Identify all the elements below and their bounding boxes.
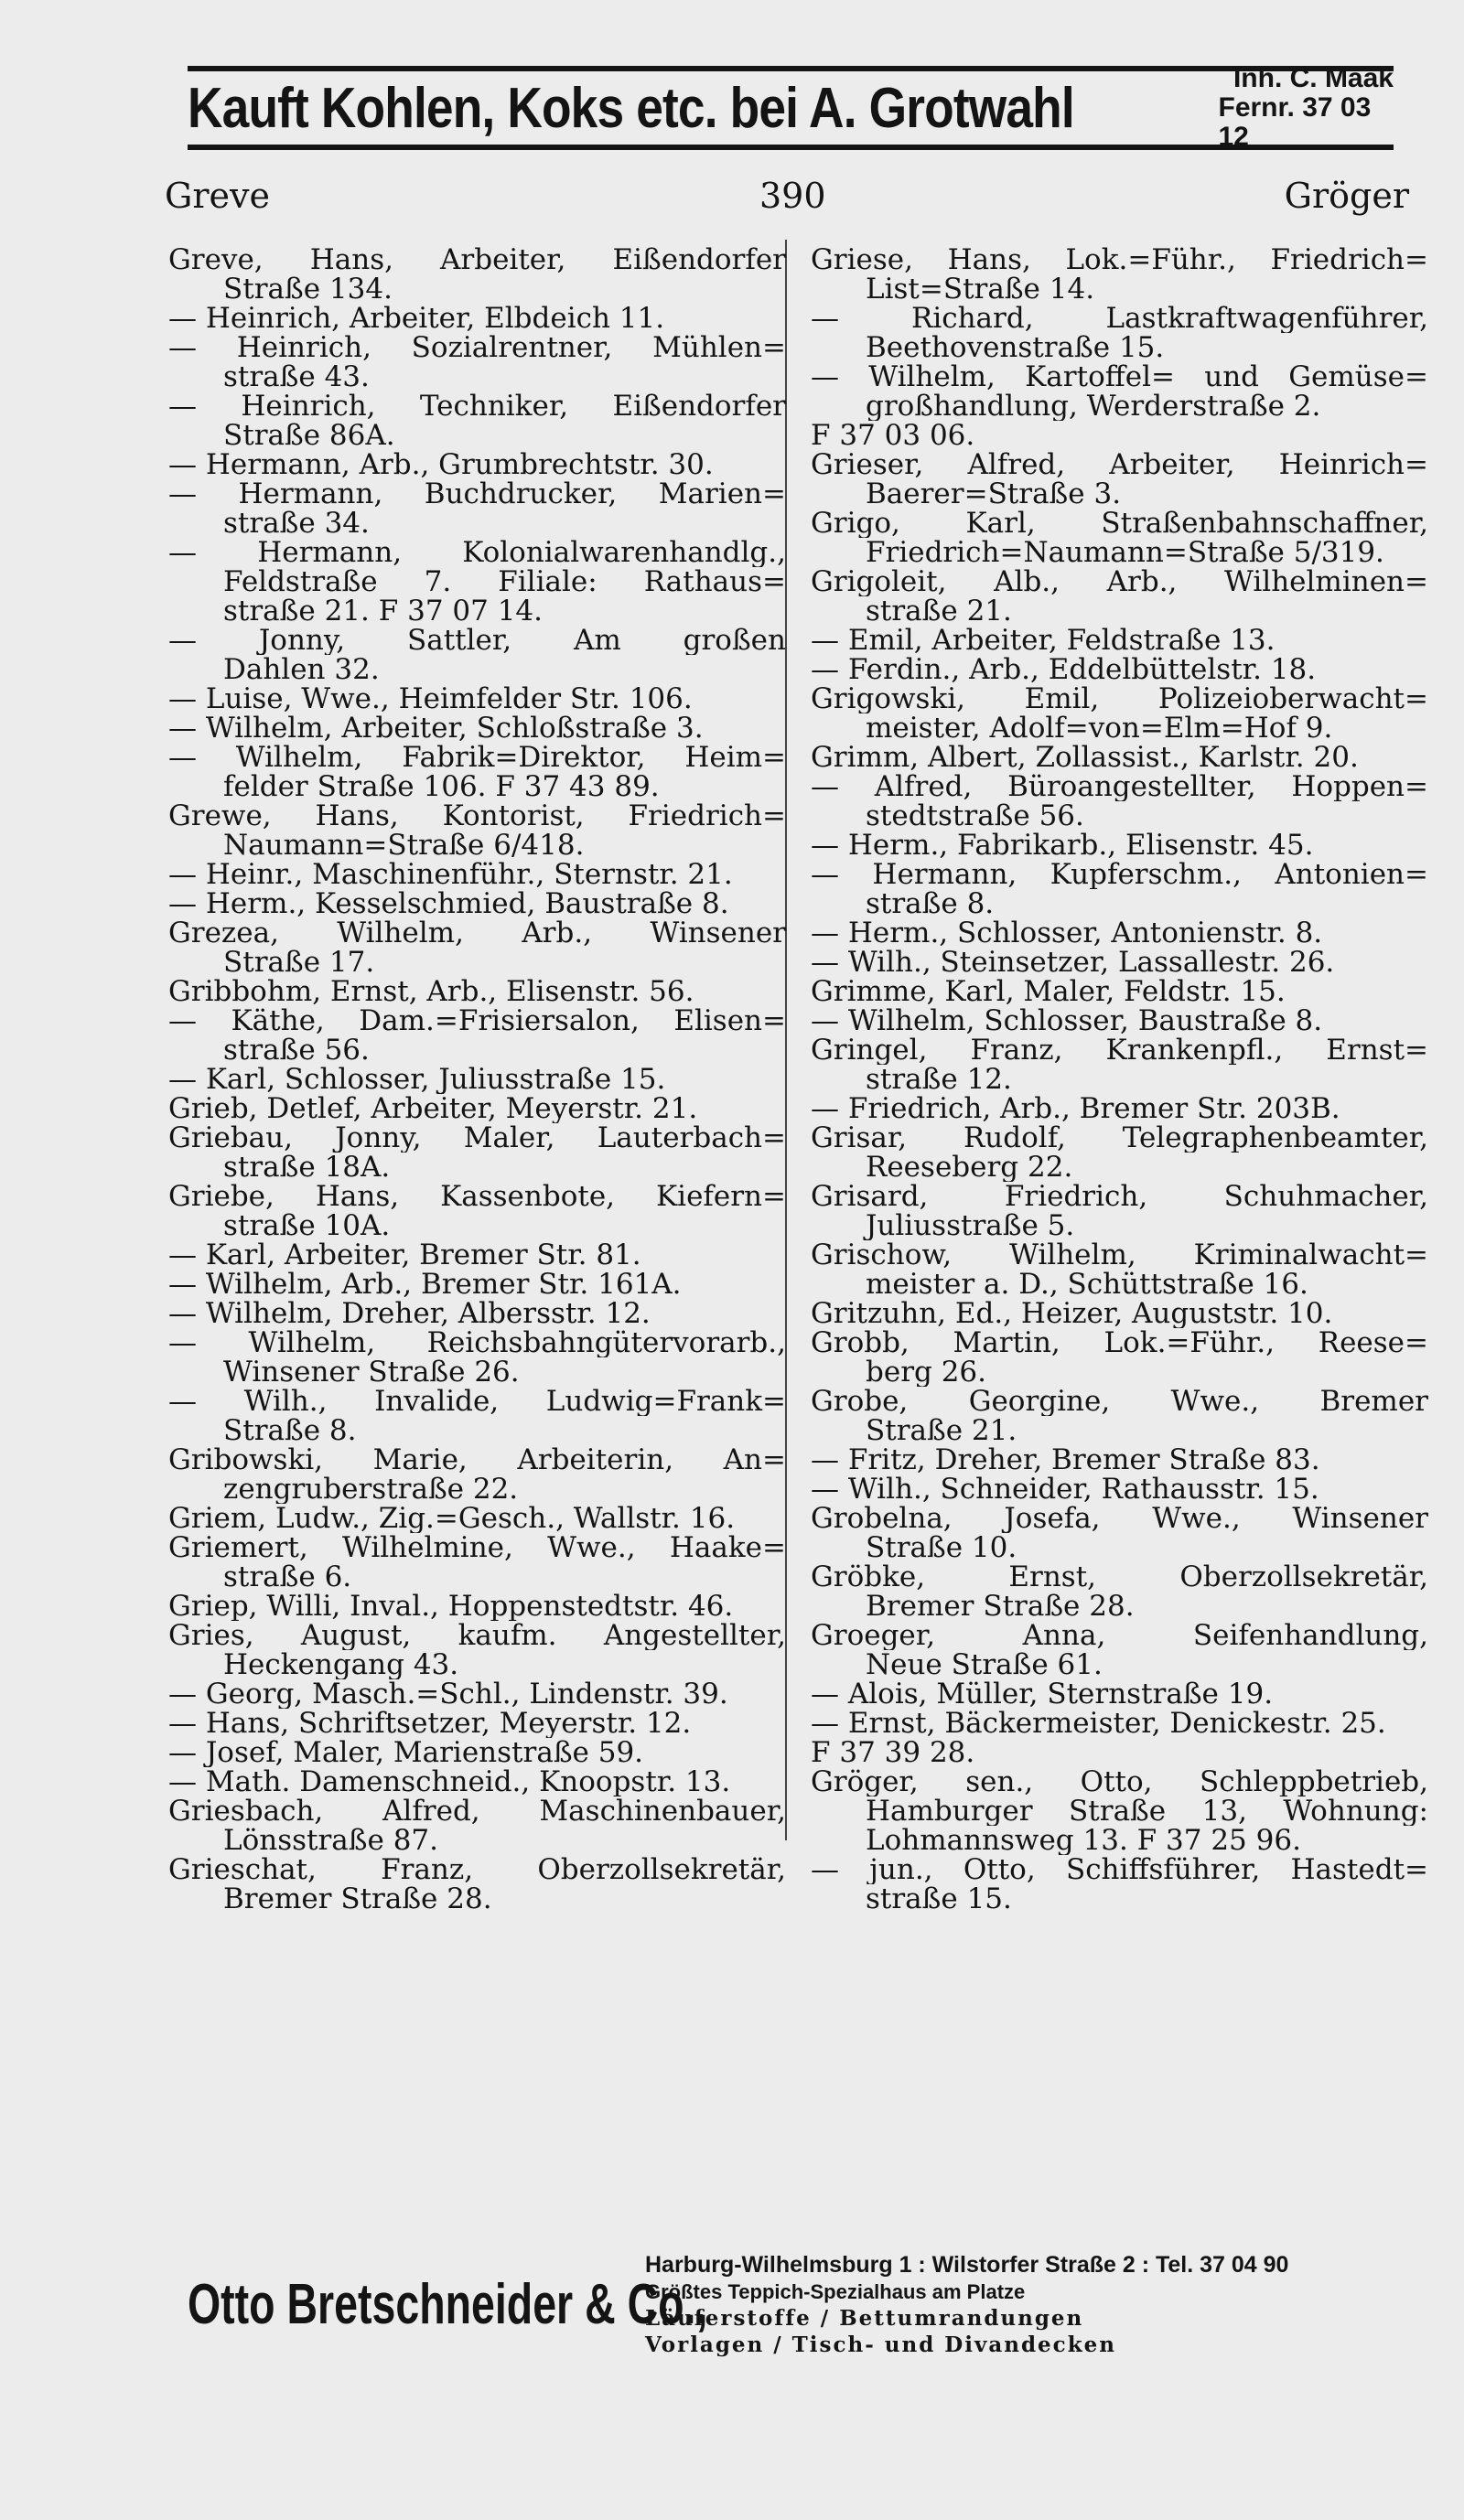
directory-line: Grobelna, Josefa, Wwe., Winsener — [811, 1504, 1428, 1533]
directory-line: straße 21. — [866, 596, 1012, 626]
directory-line: Griep, Willi, Inval., Hoppenstedtstr. 46. — [168, 1592, 734, 1621]
directory-line: — Hermann, Buchdrucker, Marien= — [168, 479, 786, 509]
directory-line: — Alfred, Büroangestellter, Hoppen= — [811, 772, 1428, 801]
directory-line: Gröger, sen., Otto, Schleppbetrieb, — [811, 1767, 1428, 1796]
directory-line: — Wilhelm, Arbeiter, Schloßstraße 3. — [168, 713, 704, 743]
directory-line: Grigo, Karl, Straßenbahnschaffner, — [811, 509, 1428, 538]
directory-line: — Friedrich, Arb., Bremer Str. 203B. — [811, 1094, 1340, 1123]
directory-line: Grobe, Georgine, Wwe., Bremer — [811, 1387, 1428, 1416]
directory-line: Grieb, Detlef, Arbeiter, Meyerstr. 21. — [168, 1094, 698, 1123]
directory-line: — Emil, Arbeiter, Feldstraße 13. — [811, 626, 1276, 655]
left-column — [168, 245, 786, 1914]
directory-line: Gröbke, Ernst, Oberzollsekretär, — [811, 1562, 1428, 1592]
directory-line: Grigowski, Emil, Polizeioberwacht= — [811, 684, 1428, 713]
directory-line: — Wilhelm, Arb., Bremer Str. 161A. — [168, 1270, 682, 1299]
directory-line: F 37 39 28. — [811, 1738, 975, 1767]
directory-line: — Käthe, Dam.=Frisiersalon, Elisen= — [168, 1006, 786, 1035]
directory-line: Groeger, Anna, Seifenhandlung, — [811, 1621, 1428, 1650]
directory-line: meister a. D., Schüttstraße 16. — [866, 1270, 1308, 1299]
directory-line: stedtstraße 56. — [866, 801, 1084, 831]
directory-line: — Hermann, Kolonialwarenhandlg., — [168, 538, 786, 567]
bottom-advertisement — [188, 2248, 1394, 2360]
header-left-keyword: Greve — [165, 176, 270, 216]
directory-line: Griem, Ludw., Zig.=Gesch., Wallstr. 16. — [168, 1504, 736, 1533]
directory-line: — Ferdin., Arb., Eddelbüttelstr. 18. — [811, 655, 1317, 684]
directory-line: Neue Straße 61. — [866, 1650, 1103, 1679]
directory-line: straße 43. — [223, 362, 370, 391]
directory-line: Juliusstraße 5. — [866, 1211, 1075, 1240]
directory-line: Gringel, Franz, Krankenpfl., Ernst= — [811, 1035, 1428, 1065]
directory-line: — Herm., Kesselschmied, Baustraße 8. — [168, 889, 729, 918]
directory-line: straße 34. — [223, 509, 370, 538]
directory-line: Griesbach, Alfred, Maschinenbauer, — [168, 1796, 786, 1826]
directory-line: — Josef, Maler, Marienstraße 59. — [168, 1738, 644, 1767]
directory-line: meister, Adolf=von=Elm=Hof 9. — [866, 713, 1333, 743]
directory-line: — Hans, Schriftsetzer, Meyerstr. 12. — [168, 1709, 692, 1738]
directory-line: — Fritz, Dreher, Bremer Straße 83. — [811, 1445, 1320, 1474]
directory-line: Griemert, Wilhelmine, Wwe., Haake= — [168, 1533, 786, 1562]
directory-line: — Heinrich, Techniker, Eißendorfer — [168, 391, 786, 421]
directory-line: Grobb, Martin, Lok.=Führ., Reese= — [811, 1328, 1428, 1357]
directory-line: Lohmannsweg 13. F 37 25 96. — [866, 1826, 1301, 1855]
directory-line: — Luise, Wwe., Heimfelder Str. 106. — [168, 684, 693, 713]
directory-line: straße 15. — [866, 1884, 1012, 1914]
directory-line: straße 10A. — [223, 1211, 391, 1240]
directory-line: — Wilhelm, Kartoffel= und Gemüse= — [811, 362, 1428, 391]
directory-line: straße 21. F 37 07 14. — [223, 596, 543, 626]
top-advertisement — [188, 63, 1394, 152]
directory-line: Grischow, Wilhelm, Kriminalwacht= — [811, 1240, 1428, 1270]
directory-line: Naumann=Straße 6/418. — [223, 831, 585, 860]
directory-line: — Wilhelm, Reichsbahngütervorarb., — [168, 1328, 786, 1357]
bottom-ad-products-2: Vorlagen / Tisch- und Divandecken — [645, 2332, 1116, 2357]
directory-line: Straße 86A. — [223, 421, 395, 450]
directory-line: Bremer Straße 28. — [223, 1884, 492, 1914]
page-number: 390 — [759, 176, 826, 216]
directory-line: Griebau, Jonny, Maler, Lauterbach= — [168, 1123, 786, 1153]
directory-line: — Wilhelm, Schlosser, Baustraße 8. — [811, 1006, 1323, 1035]
directory-line: Greve, Hans, Arbeiter, Eißendorfer — [168, 245, 786, 274]
directory-line: — jun., Otto, Schiffsführer, Hastedt= — [811, 1855, 1428, 1884]
directory-line: Baerer=Straße 3. — [866, 479, 1122, 509]
directory-line: — Wilh., Schneider, Rathausstr. 15. — [811, 1474, 1319, 1504]
directory-line: Griese, Hans, Lok.=Führ., Friedrich= — [811, 245, 1428, 274]
directory-line: — Heinr., Maschinenführ., Sternstr. 21. — [168, 860, 733, 889]
bottom-ad-address: Harburg-Wilhelmsburg 1 : Wilstorfer Straße 2 : Tel. 37 04 90 — [645, 2251, 1289, 2278]
directory-line: Friedrich=Naumann=Straße 5/319. — [866, 538, 1384, 567]
directory-line: — Alois, Müller, Sternstraße 19. — [811, 1679, 1274, 1709]
header-right-keyword: Gröger — [1284, 176, 1409, 216]
directory-line: Bremer Straße 28. — [866, 1592, 1135, 1621]
directory-line: Heckengang 43. — [223, 1650, 459, 1679]
directory-line: Beethovenstraße 15. — [866, 333, 1165, 362]
directory-line: Reeseberg 22. — [866, 1153, 1073, 1182]
directory-line: Grisar, Rudolf, Telegraphenbeamter, — [811, 1123, 1428, 1153]
directory-line: List=Straße 14. — [866, 274, 1095, 304]
directory-line: Winsener Straße 26. — [223, 1357, 520, 1387]
directory-line: F 37 03 06. — [811, 421, 975, 450]
right-column — [811, 245, 1428, 1914]
top-ad-phone: Fernr. 37 03 12 — [1218, 92, 1372, 152]
directory-line: — Karl, Schlosser, Juliusstraße 15. — [168, 1065, 666, 1094]
directory-line: zengruberstraße 22. — [223, 1474, 519, 1504]
directory-line: Hamburger Straße 13, Wohnung: — [866, 1796, 1428, 1826]
directory-line: Grimme, Karl, Maler, Feldstr. 15. — [811, 977, 1286, 1006]
directory-line: Gribbohm, Ernst, Arb., Elisenstr. 56. — [168, 977, 694, 1006]
directory-line: — Wilh., Invalide, Ludwig=Frank= — [168, 1387, 786, 1416]
directory-line: berg 26. — [866, 1357, 987, 1387]
directory-line: Straße 134. — [223, 274, 393, 304]
directory-line: Lönsstraße 87. — [223, 1826, 438, 1855]
directory-line: — Karl, Arbeiter, Bremer Str. 81. — [168, 1240, 641, 1270]
directory-line: straße 8. — [866, 889, 995, 918]
directory-line: großhandlung, Werderstraße 2. — [866, 391, 1321, 421]
directory-line: — Ernst, Bäckermeister, Denickestr. 25. — [811, 1709, 1386, 1738]
directory-line: straße 6. — [223, 1562, 352, 1592]
directory-line: straße 12. — [866, 1065, 1012, 1094]
directory-line: — Hermann, Arb., Grumbrechtstr. 30. — [168, 450, 714, 479]
directory-line: straße 56. — [223, 1035, 370, 1065]
directory-line: — Heinrich, Sozialrentner, Mühlen= — [168, 333, 786, 362]
bottom-ad-products-1: Läuferstoffe / Bettumrandungen — [645, 2305, 1084, 2331]
directory-line: Straße 21. — [866, 1416, 1017, 1445]
directory-line: — Jonny, Sattler, Am großen — [168, 626, 786, 655]
directory-line: — Wilhelm, Fabrik=Direktor, Heim= — [168, 743, 786, 772]
directory-line: Gritzuhn, Ed., Heizer, Auguststr. 10. — [811, 1299, 1333, 1328]
directory-line: Straße 10. — [866, 1533, 1017, 1562]
directory-line: straße 18A. — [223, 1153, 391, 1182]
directory-line: Gribowski, Marie, Arbeiterin, An= — [168, 1445, 786, 1474]
page-header — [165, 176, 1409, 221]
directory-line: — Herm., Schlosser, Antonienstr. 8. — [811, 918, 1323, 948]
directory-line: — Herm., Fabrikarb., Elisenstr. 45. — [811, 831, 1314, 860]
directory-line: Grisard, Friedrich, Schuhmacher, — [811, 1182, 1428, 1211]
directory-line: Straße 17. — [223, 948, 375, 977]
directory-line: — Math. Damenschneid., Knoopstr. 13. — [168, 1767, 731, 1796]
directory-line: — Wilh., Steinsetzer, Lassallestr. 26. — [811, 948, 1335, 977]
directory-line: Grieschat, Franz, Oberzollsekretär, — [168, 1855, 786, 1884]
directory-line: Grigoleit, Alb., Arb., Wilhelminen= — [811, 567, 1428, 596]
directory-line: Straße 8. — [223, 1416, 357, 1445]
bottom-ad-slogan: Größtes Teppich-Spezialhaus am Platze — [645, 2279, 1026, 2303]
directory-line: Dahlen 32. — [223, 655, 380, 684]
directory-line: Grieser, Alfred, Arbeiter, Heinrich= — [811, 450, 1428, 479]
directory-line: Grimm, Albert, Zollassist., Karlstr. 20. — [811, 743, 1359, 772]
directory-line: — Hermann, Kupferschm., Antonien= — [811, 860, 1428, 889]
top-ad-contact — [1219, 64, 1394, 152]
directory-line: felder Straße 106. F 37 43 89. — [223, 772, 660, 801]
directory-line: Feldstraße 7. Filiale: Rathaus= — [223, 567, 786, 596]
directory-line: — Wilhelm, Dreher, Albersstr. 12. — [168, 1299, 651, 1328]
top-ad-owner: Inh. C. Maak — [1233, 63, 1394, 93]
bottom-ad-company: Otto Bretschneider & Co., — [188, 2272, 708, 2336]
directory-line: Griebe, Hans, Kassenbote, Kiefern= — [168, 1182, 786, 1211]
directory-line: — Georg, Masch.=Schl., Lindenstr. 39. — [168, 1679, 728, 1709]
directory-line: — Heinrich, Arbeiter, Elbdeich 11. — [168, 304, 665, 333]
directory-line: Grezea, Wilhelm, Arb., Winsener — [168, 918, 786, 948]
bottom-ad-info — [636, 2252, 1394, 2357]
directory-line: Grewe, Hans, Kontorist, Friedrich= — [168, 801, 786, 831]
directory-line: — Richard, Lastkraftwagenführer, — [811, 304, 1428, 333]
directory-line: Gries, August, kaufm. Angestellter, — [168, 1621, 786, 1650]
top-ad-text: Kauft Kohlen, Koks etc. bei A. Grotwahl — [188, 76, 1074, 140]
